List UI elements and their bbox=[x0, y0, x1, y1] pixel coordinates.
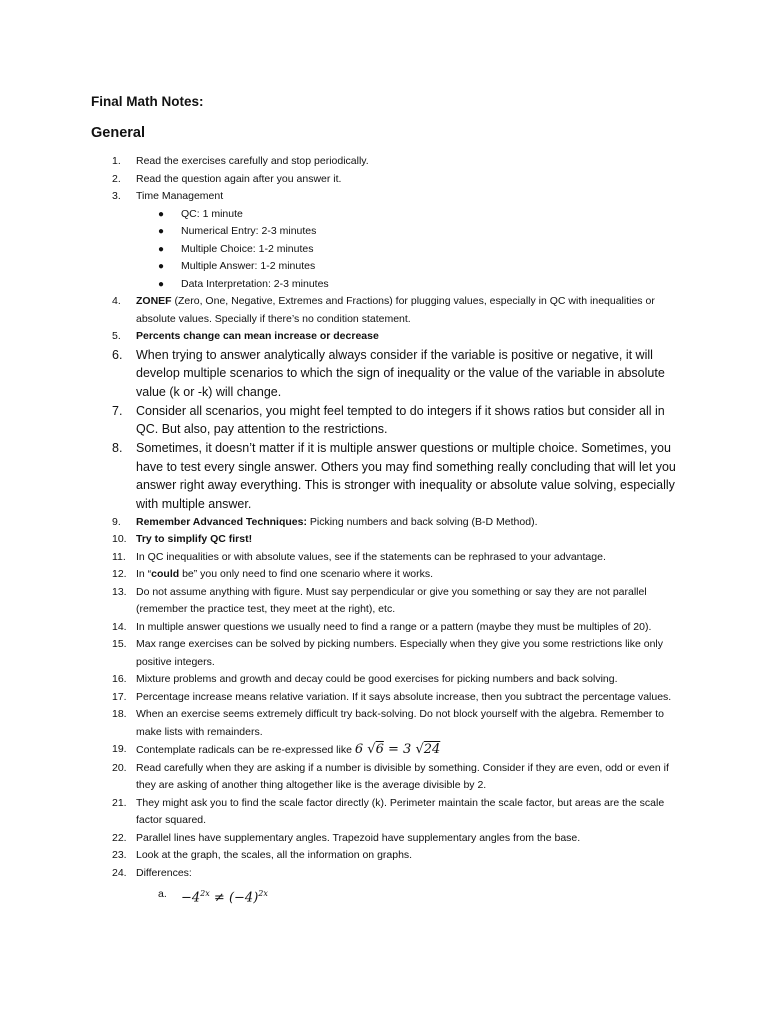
item-text: Read carefully when they are asking if a number is divisible by something. Consider if they are even, odd or even if they are asking of another thing altogether like is the average divisible by 2. bbox=[136, 761, 669, 792]
sub-bullet bbox=[0, 206, 768, 224]
item-text: Read the question again after you answer it. bbox=[136, 172, 342, 185]
item-text-rest: Picking numbers and back solving (B-D Method). bbox=[306, 515, 538, 528]
item-text bbox=[136, 566, 676, 584]
item-number: 22. bbox=[112, 831, 127, 844]
list-item bbox=[0, 795, 768, 830]
bullet-icon: ● bbox=[158, 226, 165, 237]
item-number: 24. bbox=[112, 866, 127, 879]
bullet-text: Data Interpretation: 2-3 minutes bbox=[181, 277, 329, 290]
item-text: They might ask you to find the scale factor directly (k). Perimeter maintain the scale factor, but areas are the scale factor squared. bbox=[136, 796, 665, 827]
item-number: 8. bbox=[112, 441, 123, 456]
item-number: 14. bbox=[112, 620, 127, 633]
bullet-icon: ● bbox=[158, 278, 165, 290]
item-text: Look at the graph, the scales, all the information on graphs. bbox=[136, 849, 413, 862]
item-text: Parallel lines have supplementary angles. Trapezoid have supplementary angles from the base. bbox=[136, 831, 581, 844]
list-item bbox=[0, 706, 768, 741]
item-number: 4. bbox=[112, 295, 121, 307]
list-item bbox=[0, 346, 768, 402]
bullet-text: QC: 1 minute bbox=[181, 207, 243, 220]
list-item bbox=[0, 402, 768, 439]
item-text bbox=[136, 741, 676, 760]
bold-term: could bbox=[151, 568, 180, 581]
item-number: 19. bbox=[112, 743, 127, 756]
math-coef: 6 bbox=[354, 742, 364, 758]
math-neq: ≠ bbox=[213, 890, 225, 906]
bullet-text: Multiple Choice: 1-2 minutes bbox=[181, 242, 314, 255]
bullet-icon: ● bbox=[158, 261, 165, 272]
list-item bbox=[0, 153, 768, 171]
item-number: 13. bbox=[112, 585, 127, 598]
list-item bbox=[0, 293, 768, 328]
item-number: 5. bbox=[112, 330, 121, 342]
section-heading: General bbox=[91, 125, 145, 141]
list-item bbox=[0, 188, 768, 206]
item-number: 9. bbox=[112, 515, 121, 528]
list-item bbox=[0, 328, 768, 346]
item-text-post: be” you only need to find one scenario where it works. bbox=[179, 568, 434, 581]
list-item bbox=[0, 671, 768, 689]
bullet-text: Numerical Entry: 2-3 minutes bbox=[181, 225, 317, 237]
item-text: Max range exercises can be solved by picking numbers. Especially when they give you some restrictions like only positive integers. bbox=[136, 638, 663, 668]
item-number: 12. bbox=[112, 568, 127, 581]
sub-item-a bbox=[0, 884, 768, 908]
item-text: Time Management bbox=[136, 190, 224, 202]
list-item bbox=[0, 847, 768, 865]
item-text-rest: (Zero, One, Negative, Extremes and Fractions) for plugging values, especially in QC with inequalities or absolute values. Specially if there’s no condition statement. bbox=[136, 295, 655, 325]
list-item bbox=[0, 549, 768, 567]
list-item bbox=[0, 741, 768, 760]
list-item bbox=[0, 584, 768, 619]
item-text-pre: In “ bbox=[136, 568, 152, 581]
list-item bbox=[0, 531, 768, 549]
item-number: 18. bbox=[112, 708, 127, 721]
item-text: Consider all scenarios, you might feel tempted to do integers if it shows ratios but consider all in QC. But also, pay attention to the restrictions. bbox=[136, 403, 665, 437]
sub-bullet bbox=[0, 276, 768, 294]
list-item bbox=[0, 830, 768, 848]
item-number: 17. bbox=[112, 690, 127, 703]
list-item bbox=[0, 760, 768, 795]
bold-term: Remember Advanced Techniques: bbox=[136, 515, 307, 528]
item-number: 1. bbox=[112, 155, 121, 167]
item-number: 23. bbox=[112, 849, 127, 862]
item-text: Mixture problems and growth and decay could be good exercises for picking numbers and back solving. bbox=[136, 673, 618, 686]
item-text: Do not assume anything with figure. Must say perpendicular or give you something or say they are not parallel (remember the practice test, they meet at the right), etc. bbox=[136, 585, 647, 616]
radical-expression: 6 √6 = 3 √24 bbox=[354, 742, 441, 758]
sub-item-label: a. bbox=[158, 888, 167, 901]
sub-bullet bbox=[0, 223, 768, 241]
list-item bbox=[0, 636, 768, 671]
math-rhs: (−4) bbox=[228, 890, 259, 906]
sub-bullet bbox=[0, 258, 768, 276]
item-text: When an exercise seems extremely difficult try back-solving. Do not block yourself with the algebra. Remember to make lists with remainders. bbox=[136, 708, 664, 738]
item-number: 16. bbox=[112, 673, 127, 686]
item-number: 3. bbox=[112, 190, 121, 202]
item-text: Differences: bbox=[136, 866, 192, 879]
math-lhs: −4 bbox=[181, 890, 201, 906]
bullet-text: Multiple Answer: 1-2 minutes bbox=[181, 260, 316, 272]
item-text bbox=[136, 531, 676, 549]
bold-text: Try to simplify QC first! bbox=[136, 533, 253, 546]
notes-list bbox=[0, 153, 768, 909]
item-text bbox=[136, 514, 676, 532]
item-text: Sometimes, it doesn’t matter if it is multiple answer questions or multiple choice. Sometimes, you have to test every single answer. Others you may find something really concluding that will let you answer right away everything. This is stronger with inequality or absolute value solving, especially with multiple answer. bbox=[136, 441, 676, 512]
sub-bullet bbox=[0, 241, 768, 259]
bullet-icon: ● bbox=[158, 243, 165, 255]
list-item bbox=[0, 689, 768, 707]
list-item bbox=[0, 865, 768, 883]
math-exponent: 2x bbox=[200, 889, 210, 899]
math-coef: 3 bbox=[403, 742, 412, 758]
item-text: In multiple answer questions we usually need to find a range or a pattern (maybe they must be multiples of 20). bbox=[136, 620, 652, 633]
math-equals: = bbox=[387, 742, 399, 758]
bold-text: Percents change can mean increase or decrease bbox=[136, 330, 379, 342]
item-number: 7. bbox=[112, 403, 123, 418]
math-radicand: 6 bbox=[375, 742, 384, 758]
item-number: 15. bbox=[112, 638, 127, 651]
item-number: 21. bbox=[112, 796, 127, 809]
item-number: 20. bbox=[112, 761, 127, 774]
item-number: 6. bbox=[112, 347, 123, 362]
item-text: Read the exercises carefully and stop periodically. bbox=[136, 155, 369, 167]
item-number: 11. bbox=[112, 550, 126, 563]
item-text: In QC inequalities or with absolute values, see if the statements can be rephrased to your advantage. bbox=[136, 550, 606, 563]
document-title: Final Math Notes: bbox=[91, 94, 204, 109]
item-number: 2. bbox=[112, 172, 121, 185]
list-item bbox=[0, 619, 768, 637]
item-text bbox=[136, 293, 676, 328]
list-item bbox=[0, 514, 768, 532]
math-exponent: 2x bbox=[258, 889, 268, 899]
bullet-icon: ● bbox=[158, 208, 165, 220]
math-expression bbox=[181, 884, 768, 908]
bold-term: ZONEF bbox=[136, 295, 172, 307]
item-text bbox=[136, 328, 676, 346]
list-item bbox=[0, 566, 768, 584]
list-item bbox=[0, 171, 768, 189]
item-number: 10. bbox=[112, 533, 127, 546]
item-text: Percentage increase means relative variation. If it says absolute increase, then you subtract the percentage values. bbox=[136, 690, 672, 703]
item-text: When trying to answer analytically always consider if the variable is positive or negative, it will develop multiple scenarios to which the sign of inequality or the value of the variable in absolute value (k or -k) will change. bbox=[136, 347, 665, 399]
list-item bbox=[0, 439, 768, 514]
item-text-pre: Contemplate radicals can be re-expressed like bbox=[136, 744, 355, 757]
math-radicand: 24 bbox=[423, 742, 441, 758]
